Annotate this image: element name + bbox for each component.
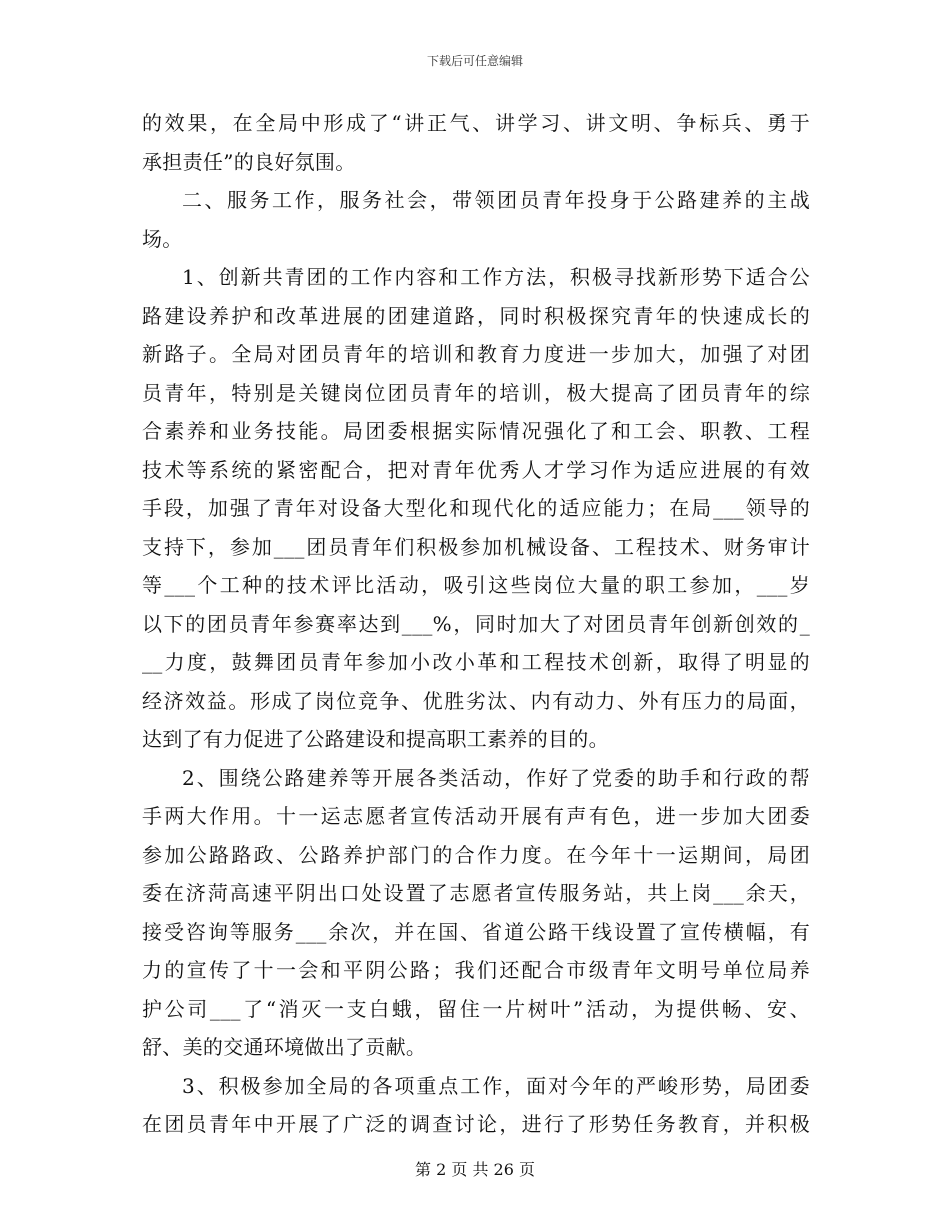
text-line: 参加公路路政、公路养护部门的合作力度。在今年十一运期间，局团	[142, 842, 810, 867]
text-line: 2、围绕公路建养等开展各类活动，作好了党委的助手和行政的帮	[182, 765, 810, 790]
text-line: 新路子。全局对团员青年的培训和教育力度进一步加大，加强了对团	[142, 342, 810, 366]
text-line: 技术等系统的紧密配合，把对青年优秀人才学习作为适应进展的有效	[142, 457, 810, 482]
section-heading-line: 场。	[142, 226, 183, 251]
section-heading-line: 二、服务工作，服务社会，带领团员青年投身于公路建养的主战	[182, 188, 810, 212]
document-body	[142, 104, 810, 1144]
text-line: 达到了有力促进了公路建设和提高职工素养的目的。	[142, 727, 609, 751]
text-line: 手两大作用。十一运志愿者宣传活动开展有声有色，进一步加大团委	[142, 804, 810, 828]
text-line: 支持下，参加___团员青年们积极参加机械设备、工程技术、财务审计	[142, 534, 810, 559]
text-line: 承担责任”的良好氛围。	[142, 149, 356, 174]
page-number-footer: 第 2 页 共 26 页	[415, 1160, 535, 1179]
text-line: 力的宣传了十一会和平阴公路；我们还配合市级青年文明号单位局养	[142, 958, 810, 982]
text-line: 在团员青年中开展了广泛的调查讨论，进行了形势任务教育，并积极	[142, 1112, 810, 1136]
text-line: 接受咨询等服务___余次，并在国、省道公路干线设置了宣传横幅，有	[142, 919, 810, 944]
text-line: 员青年，特别是关键岗位团员青年的培训，极大提高了团员青年的综	[142, 380, 810, 405]
text-line: 的效果，在全局中形成了“讲正气、讲学习、讲文明、争标兵、勇于	[142, 111, 810, 135]
text-line: 以下的团员青年参赛率达到___%，同时加大了对团员青年创新创效的_	[142, 611, 810, 636]
text-line: __力度，鼓舞团员青年参加小改小革和工程技术创新，取得了明显的	[142, 650, 810, 674]
page-header: 下载后可任意编辑	[426, 54, 523, 68]
text-line: 经济效益。形成了岗位竞争、优胜劣汰、内有动力、外有压力的局面，	[142, 688, 810, 713]
text-line: 路建设养护和改革进展的团建道路，同时积极探究青年的快速成长的	[142, 303, 810, 328]
text-line: 合素养和业务技能。局团委根据实际情况强化了和工会、职教、工程	[142, 419, 810, 443]
text-line: 3、积极参加全局的各项重点工作，面对今年的严峻形势，局团委	[182, 1073, 810, 1098]
text-line: 等___个工种的技术评比活动，吸引这些岗位大量的职工参加，___岁	[142, 573, 810, 597]
text-line: 1、创新共青团的工作内容和工作方法，积极寻找新形势下适合公	[182, 265, 810, 289]
text-line: 委在济菏高速平阴出口处设置了志愿者宣传服务站，共上岗___余天，	[142, 881, 810, 905]
text-line: 护公司___了“消灭一支白蛾，留住一片树叶”活动，为提供畅、安、	[142, 996, 810, 1021]
text-line: 舒、美的交通环境做出了贡献。	[142, 1035, 427, 1059]
text-line: 手段，加强了青年对设备大型化和现代化的适应能力；在局___领导的	[142, 496, 810, 520]
